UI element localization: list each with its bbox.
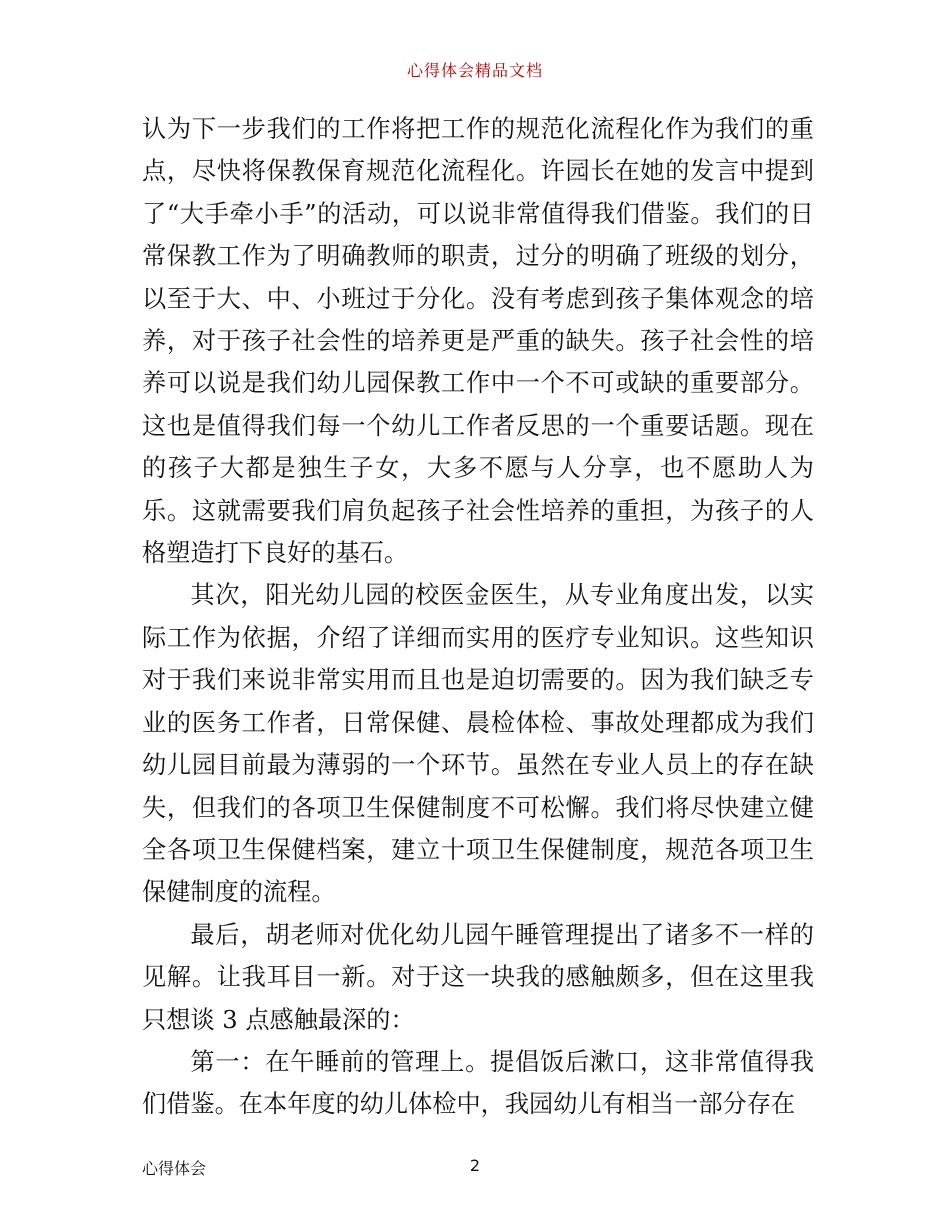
- page-header-title: 心得体会精品文档: [406, 61, 543, 80]
- footer-left-label: 心得体会: [142, 1159, 207, 1178]
- paragraph-2: 其次，阳光幼儿园的校医金医生，从专业角度出发，以实际工作为依据，介绍了详细而实用的医疗专业知识。这些知识对于我们来说非常实用而且也是迫切需要的。因为我们缺乏专业的医务工作者，日常保健、晨检体检、事故处理都成为我们幼儿园目前最为薄弱的一个环节。虽然在专业人员上的存在缺失，但我们的各项卫生保健制度不可松懈。我们将尽快建立健全各项卫生保健档案，建立十项卫生保健制度，规范各项卫生保健制度的流程。: [142, 581, 814, 907]
- paragraph-3: 最后，胡老师对优化幼儿园午睡管理提出了诸多不一样的见解。让我耳目一新。对于这一块我的感触颇多，但在这里我只想谈 3 点感触最深的：: [142, 920, 814, 1034]
- page-number: 2: [469, 1156, 481, 1175]
- paragraph-4: 第一：在午睡前的管理上。提倡饭后漱口，这非常值得我们借鉴。在本年度的幼儿体检中，我园幼儿有相当一部分存在: [142, 1047, 814, 1119]
- paragraph-1: 认为下一步我们的工作将把工作的规范化流程化作为我们的重点，尽快将保教保育规范化流程化。许园长在她的发言中提到了“大手牵小手”的活动，可以说非常值得我们借鉴。我们的日常保教工作为了明确教师的职责，过分的明确了班级的划分，以至于大、中、小班过于分化。没有考虑到孩子集体观念的培养，对于孩子社会性的培养更是严重的缺失。孩子社会性的培养可以说是我们幼儿园保教工作中一个不可或缺的重要部分。这也是值得我们每一个幼儿工作者反思的一个重要话题。现在的孩子大都是独生子女，大多不愿与人分享，也不愿助人为乐。这就需要我们肩负起孩子社会性培养的重担，为孩子的人格塑造打下良好的基石。: [142, 115, 814, 568]
- document-body: [142, 108, 814, 1126]
